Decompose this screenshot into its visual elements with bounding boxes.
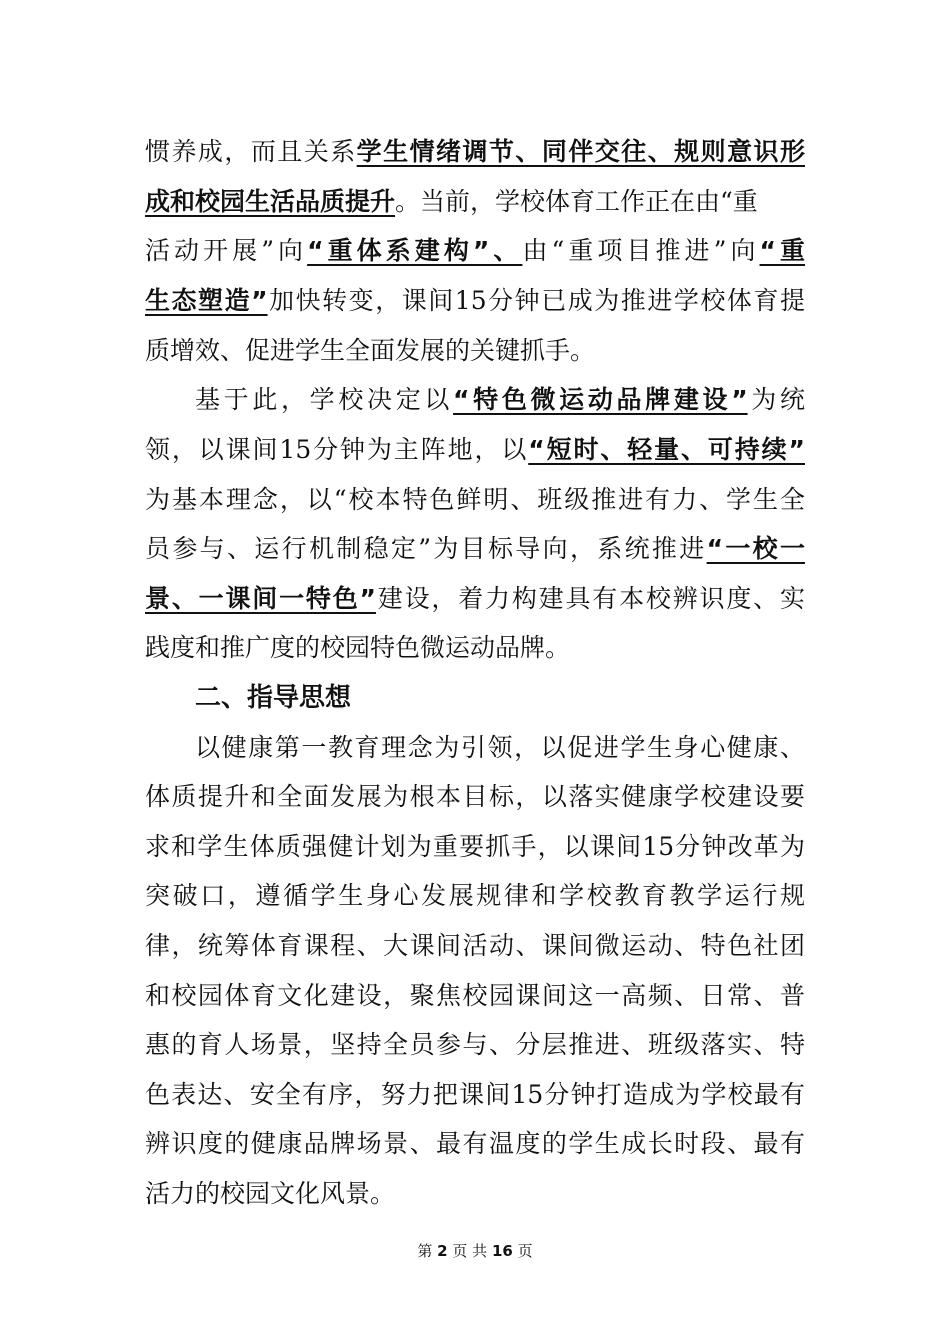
text-span: 加快转变，课间15分钟已成为推进学校体育提 (267, 286, 805, 315)
underlined-phrase: 景、一课间一特色” (145, 584, 376, 613)
paragraph-line: 求和学生体质强健计划为重要抓手，以课间15分钟改革为 (145, 832, 805, 861)
underlined-phrase: 学生情绪调节、同伴交往、规则意识形 (356, 137, 805, 166)
footer-text: 页 (517, 1242, 533, 1260)
paragraph-line: 律，统筹体育课程、大课间活动、课间微运动、特色社团 (145, 931, 805, 960)
footer-text: 第 (417, 1242, 433, 1260)
underlined-phrase: 生态塑造” (145, 286, 268, 315)
text-span: 员参与、运行机制稳定”为目标导向，系统推进 (145, 534, 707, 563)
total-pages: 16 (491, 1242, 513, 1260)
paragraph-line (145, 573, 805, 625)
paragraph-line (145, 275, 805, 327)
paragraph-line: 活力的校园文化风景。 (145, 1179, 396, 1208)
underlined-phrase: 成和校园生活品质提升 (145, 187, 396, 216)
text-span: 基于此，学校决定以 (195, 385, 454, 414)
page-number: 2 (437, 1242, 448, 1260)
paragraph-line: 和校园体育文化建设，聚焦校园课间这一高频、日常、普 (145, 981, 805, 1010)
text-span: 领，以课间15分钟为主阵地，以 (145, 435, 529, 464)
text-span: 建设，着力构建具有本校辨识度、实 (375, 584, 805, 613)
page-footer (0, 1240, 950, 1261)
paragraph-line (145, 225, 805, 277)
text-span: 由“重项目推进”向 (522, 236, 760, 265)
text-span: 为统 (747, 385, 805, 414)
paragraph-line: 惠的育人场景，坚持全员参与、分层推进、班级落实、特 (145, 1030, 805, 1059)
text-span: 惯养成，而且关系 (145, 137, 357, 166)
paragraph-line: 体质提升和全面发展为根本目标，以落实健康学校建设要 (145, 782, 805, 811)
text-span: 活动开展”向 (145, 236, 308, 265)
paragraph-line: 突破口，遵循学生身心发展规律和学校教育教学运行规 (145, 881, 805, 910)
paragraph-line (195, 374, 805, 426)
paragraph-line (145, 176, 805, 228)
paragraph-line: 辨识度的健康品牌场景、最有温度的学生成长时段、最有 (145, 1129, 805, 1158)
underlined-phrase: “一校一 (706, 534, 805, 563)
text-span: 。当前，学校体育工作正在由“重 (395, 187, 758, 216)
underlined-phrase: “特色微运动品牌建设” (453, 385, 748, 414)
text-span: 践度和推广度的校园特色微运动品牌。 (145, 633, 571, 662)
paragraph-line (145, 474, 805, 526)
paragraph-line (145, 126, 805, 178)
paragraph-line: 以健康第一教育理念为引领，以促进学生身心健康、 (195, 733, 805, 762)
text-span: 为基本理念，以“校本特色鲜明、班级推进有力、学生全 (145, 485, 805, 514)
underlined-phrase: “短时、轻量、可持续” (528, 435, 805, 464)
paragraph-line: 色表达、安全有序，努力把课间15分钟打造成为学校最有 (145, 1080, 805, 1109)
underlined-phrase: “重 (759, 236, 806, 265)
paragraph-line (145, 325, 805, 377)
text-span: 质增效、促进学生全面发展的关键抓手。 (145, 336, 596, 365)
section-heading: 二、指导思想 (195, 683, 352, 713)
underlined-phrase: “重体系建构”、 (307, 236, 523, 265)
paragraph-line (145, 622, 805, 674)
footer-text: 页 共 (452, 1242, 488, 1260)
paragraph-line (145, 523, 805, 575)
paragraph-line (145, 424, 805, 476)
